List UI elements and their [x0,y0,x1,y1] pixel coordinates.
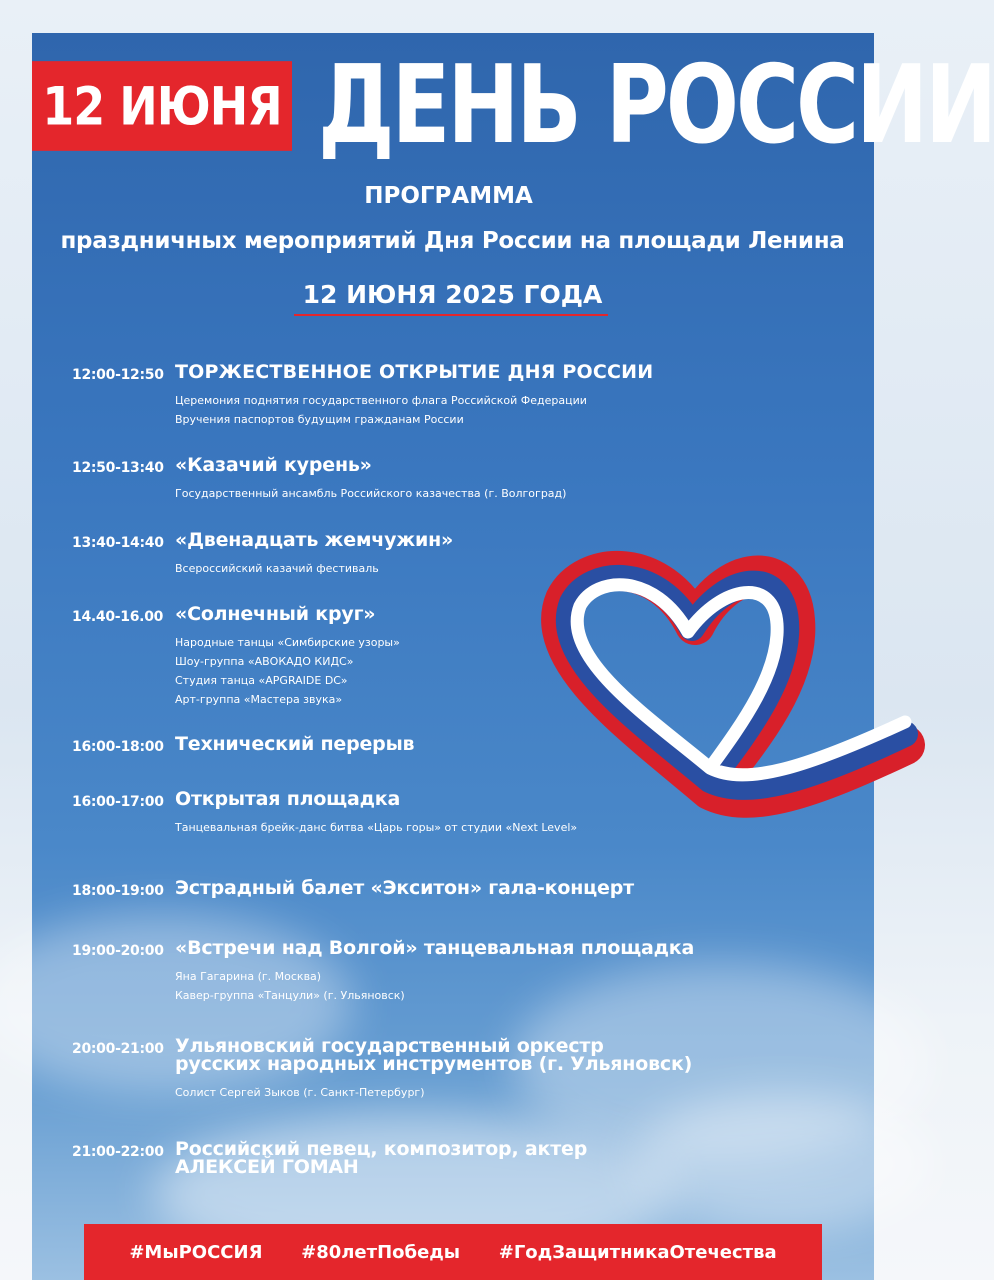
event-time: 16:00-18:00 [72,739,164,755]
hashtag[interactable]: #80летПобеды [301,1241,461,1263]
event-title: Российский певец, композитор, актер [175,1138,588,1160]
event-detail: Народные танцы «Симбирские узоры» [175,636,400,649]
event-detail: Кавер-группа «Танцули» (г. Ульяновск) [175,989,405,1002]
event-title: Технический перерыв [175,733,415,755]
event-time: 13:40-14:40 [72,535,164,551]
event-title: Ульяновский государственный оркестр [175,1035,604,1057]
event-detail: Государственный ансамбль Российского казачества (г. Волгоград) [175,487,567,500]
date-badge: 12 ИЮНЯ [32,61,292,151]
event-detail: Солист Сергей Зыков (г. Санкт-Петербург) [175,1086,425,1099]
event-detail: Яна Гагарина (г. Москва) [175,970,322,983]
event-title: «Двенадцать жемчужин» [175,529,454,551]
page-title: ДЕНЬ РОССИИ [318,43,994,169]
event-time: 20:00-21:00 [72,1041,164,1057]
event-title: «Казачий курень» [175,454,372,476]
hashtag[interactable]: #МыРОССИЯ [129,1241,263,1263]
program-label: ПРОГРАММА [364,183,533,209]
event-title: Открытая площадка [175,788,401,810]
event-time: 16:00-17:00 [72,794,164,810]
event-time: 12:00-12:50 [72,367,164,383]
event-time: 21:00-22:00 [72,1144,164,1160]
event-detail: Церемония поднятия государственного флага Российской Федерации [175,394,587,407]
event-detail: Вручения паспортов будущим гражданам России [175,413,464,426]
event-detail: Шоу-группа «АВОКАДО КИДС» [175,655,354,668]
event-title-line2: АЛЕКСЕЙ ГОМАН [175,1156,359,1178]
date-underline [294,314,608,316]
event-title: Эстрадный балет «Экситон» гала-концерт [175,877,634,899]
event-title-line2: русских народных инструментов (г. Ульяновск) [175,1053,693,1075]
program-subtitle: праздничных мероприятий Дня России на площади Ленина [60,228,845,254]
hashtag-bar [84,1224,822,1280]
russian-flag-ribbon-heart-icon [520,540,905,840]
event-time: 12:50-13:40 [72,460,164,476]
hashtag[interactable]: #ГодЗащитникаОтечества [498,1241,777,1263]
event-time: 14.40-16.00 [72,609,164,625]
event-detail: Арт-группа «Мастера звука» [175,693,343,706]
event-title: «Встречи над Волгой» танцевальная площадка [175,937,695,959]
event-detail: Танцевальная брейк-данс битва «Царь горы» от студии «Next Level» [175,821,578,834]
event-time: 18:00-19:00 [72,883,164,899]
program-date: 12 ИЮНЯ 2025 ГОДА [302,280,603,309]
event-time: 19:00-20:00 [72,943,164,959]
event-title: «Солнечный круг» [175,603,376,625]
event-detail: Всероссийский казачий фестиваль [175,562,379,575]
event-title: ТОРЖЕСТВЕННОЕ ОТКРЫТИЕ ДНЯ РОССИИ [175,361,654,383]
event-detail: Студия танца «APGRAIDE DC» [175,674,348,687]
